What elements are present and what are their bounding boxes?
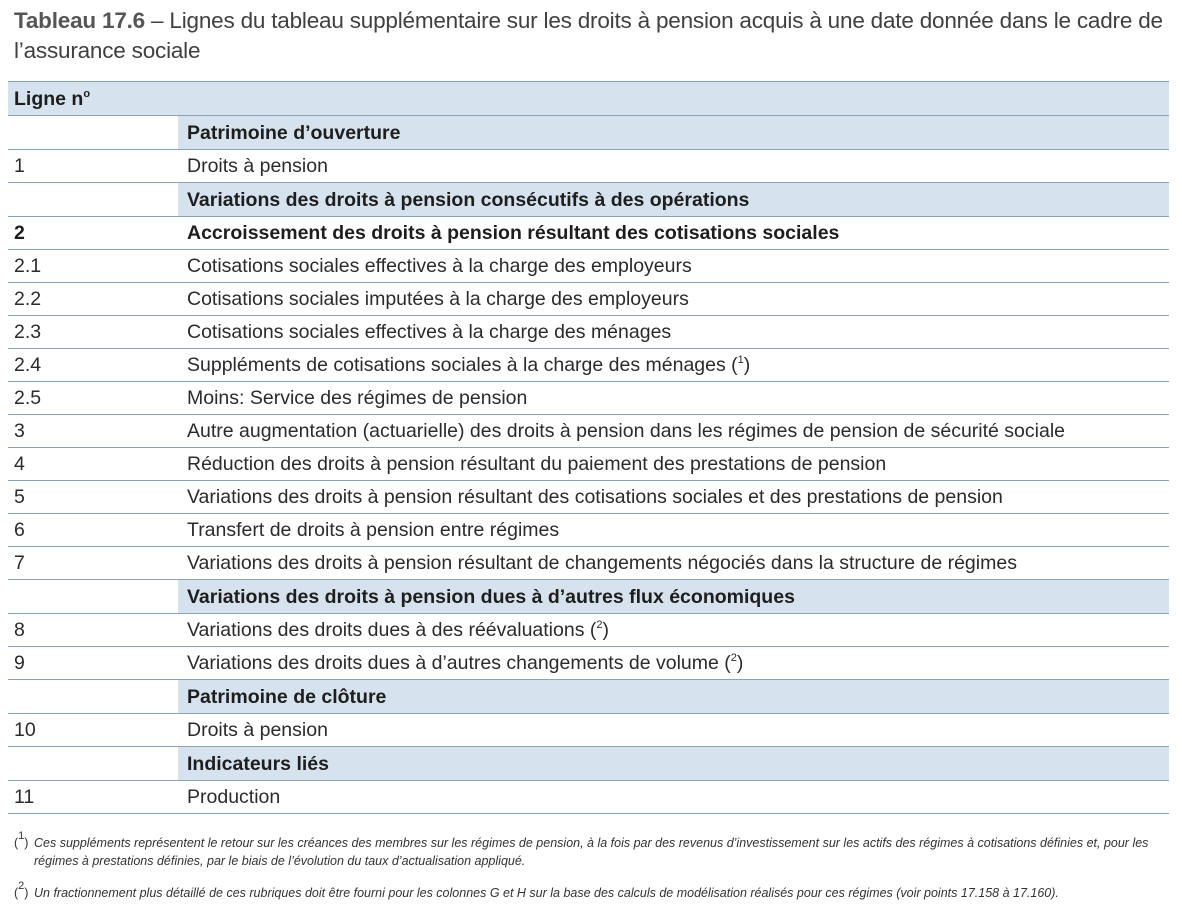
table-row (8, 349, 1169, 382)
table-section-row (8, 747, 1169, 781)
table-row (8, 614, 1169, 647)
description-cell: Variations des droits à pension dues à d’autres flux économiques (178, 580, 1169, 613)
description-cell: Variations des droits à pension consécutifs à des opérations (178, 183, 1169, 216)
table-row (8, 150, 1169, 183)
description-cell: Suppléments de cotisations sociales à la charge des ménages ($^1$) (187, 354, 751, 376)
table-row (8, 547, 1169, 580)
description-cell: Moins: Service des régimes de pension (187, 387, 528, 409)
footnote-2-text: Un fractionnement plus détaillé de ces rubriques doit être fourni pour les colonnes G et H sur la base des calculs de modélisation réalisés pour ces régimes (voir points 17.158 à 17.160). (34, 886, 1059, 900)
caption-text: – Lignes du tableau supplémentaire sur les droits à pension acquis à une date donnée dans le cadre de l’assurance sociale (14, 8, 1163, 63)
line-number-cell (8, 580, 178, 613)
description-cell: Réduction des droits à pension résultant du paiement des prestations de pension (187, 453, 887, 475)
table-row (8, 415, 1169, 448)
table-row (8, 481, 1169, 514)
description-cell: Cotisations sociales effectives à la charge des ménages (187, 321, 672, 343)
line-number-cell: 4 (14, 453, 25, 475)
footnote-1-text: Ces suppléments représentent le retour sur les créances des membres sur les régimes de pension, à la fois par des revenus d’investissement sur les actifs des régimes à cotisations définies et, pour les régimes à prestations définies, par le biais de l’évolution du taux d’actualisation appliqué. (34, 836, 1149, 868)
table-section-row (8, 183, 1169, 217)
header-line-number: Ligne $n^o$ (14, 88, 91, 110)
footnote-1-mark: ($^1$) (14, 830, 29, 850)
table-row (8, 217, 1169, 250)
description-cell: Indicateurs liés (178, 747, 1169, 780)
line-number-cell (8, 680, 178, 713)
description-cell: Patrimoine d’ouverture (178, 116, 1169, 149)
line-number-cell: 2.3 (14, 321, 42, 343)
header-description (178, 82, 1169, 115)
table-row (8, 250, 1169, 283)
description-cell: Variations des droits dues à d’autres changements de volume ($^2$) (187, 652, 744, 674)
line-number-cell: 6 (14, 519, 25, 541)
line-number-cell: 2.2 (14, 288, 42, 310)
line-number-cell: 2.5 (14, 387, 42, 409)
line-number-cell: 10 (14, 719, 36, 741)
line-number-cell: 2.4 (14, 354, 42, 376)
line-number-cell (8, 116, 178, 149)
line-number-cell: 5 (14, 486, 25, 508)
table-row (8, 514, 1169, 547)
pension-rights-table (8, 81, 1169, 814)
description-cell: Cotisations sociales imputées à la charge des employeurs (187, 288, 689, 310)
footnote-2 (14, 880, 1164, 902)
caption-label: Tableau 17.6 (14, 8, 145, 33)
footnotes (14, 830, 1164, 902)
table-row (8, 714, 1169, 747)
description-cell: Variations des droits à pension résultant des cotisations sociales et des prestations de pension (187, 486, 1003, 508)
table-row (8, 781, 1169, 814)
line-number-cell (8, 183, 178, 216)
description-cell: Autre augmentation (actuarielle) des droits à pension dans les régimes de pension de sécurité sociale (187, 420, 1066, 442)
line-number-cell: 9 (14, 652, 25, 674)
line-number-cell (8, 747, 178, 780)
table-section-row (8, 680, 1169, 714)
table-header-row (8, 82, 1169, 116)
table-section-row (8, 116, 1169, 150)
table-caption (14, 6, 1164, 66)
line-number-cell: 1 (14, 155, 25, 177)
line-number-cell: 8 (14, 619, 25, 641)
line-number-cell: 2.1 (14, 255, 42, 277)
description-cell: Droits à pension (187, 155, 328, 177)
description-cell: Droits à pension (187, 719, 328, 741)
table-row (8, 448, 1169, 481)
description-cell: Transfert de droits à pension entre régimes (187, 519, 560, 541)
line-number-cell: 11 (14, 786, 35, 808)
description-cell: Production (187, 786, 281, 808)
table-row (8, 283, 1169, 316)
table-row (8, 316, 1169, 349)
description-cell: Cotisations sociales effectives à la charge des employeurs (187, 255, 692, 277)
table-section-row (8, 580, 1169, 614)
line-number-cell: 3 (14, 420, 25, 442)
table-body (8, 116, 1169, 814)
table-row (8, 647, 1169, 680)
description-cell: Variations des droits dues à des réévaluations ($^2$) (187, 619, 609, 641)
description-cell: Accroissement des droits à pension résultant des cotisations sociales (187, 222, 840, 244)
description-cell: Variations des droits à pension résultant de changements négociés dans la structure de régimes (187, 552, 1017, 574)
line-number-cell: 7 (14, 552, 25, 574)
description-cell: Patrimoine de clôture (178, 680, 1169, 713)
line-number-cell: 2 (14, 222, 25, 244)
footnote-1 (14, 830, 1164, 870)
footnote-2-mark: ($^2$) (14, 880, 29, 900)
table-row (8, 382, 1169, 415)
